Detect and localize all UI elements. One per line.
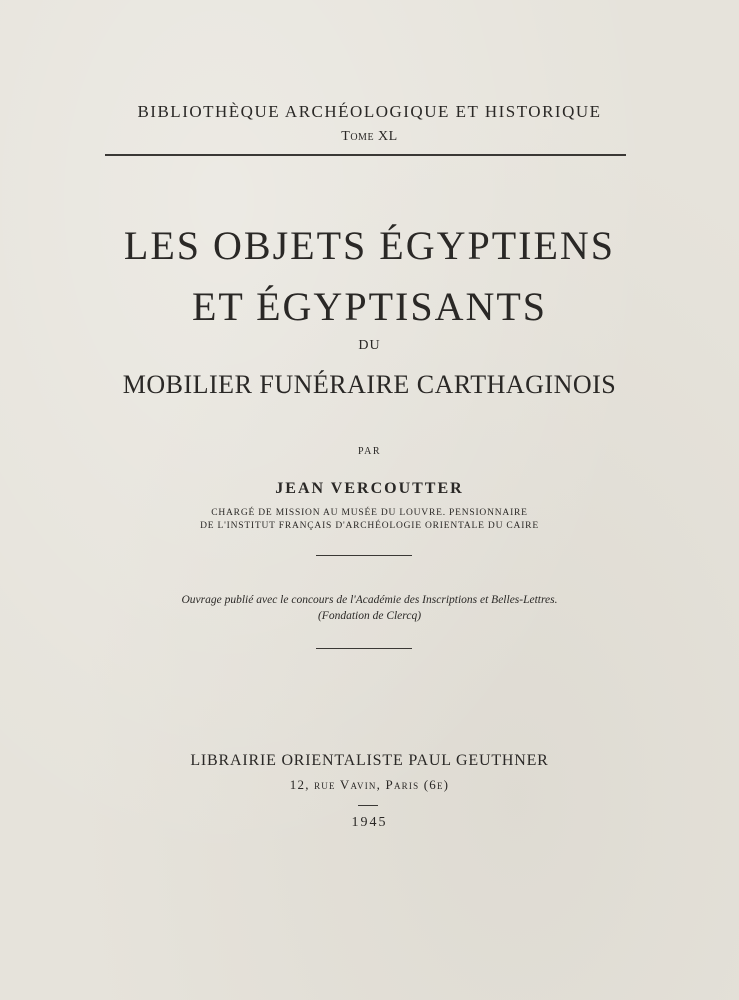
volume-number: Tome XL <box>341 129 398 144</box>
title-line-2: ET ÉGYPTISANTS <box>191 284 548 329</box>
author-name: JEAN VERCOUTTER <box>275 480 464 497</box>
author-affiliation-2: DE L'INSTITUT FRANÇAIS D'ARCHÉOLOGIE ORIENTALE DU CAIRE <box>200 521 539 531</box>
year-dash <box>358 805 378 806</box>
header-rule <box>105 154 626 156</box>
divider-rule-1 <box>316 555 412 556</box>
title-line-3: MOBILIER FUNÉRAIRE CARTHAGINOIS <box>122 370 617 399</box>
by-label: PAR <box>357 446 382 457</box>
series-title: BIBLIOTHÈQUE ARCHÉOLOGIQUE ET HISTORIQUE <box>137 102 602 121</box>
title-line-1: LES OBJETS ÉGYPTIENS <box>123 223 616 268</box>
divider-rule-2 <box>316 648 412 649</box>
foundation-note: (Fondation de Clercq) <box>317 610 422 622</box>
publication-year: 1945 <box>351 815 388 830</box>
title-connector: DU <box>358 338 381 353</box>
publisher-name: LIBRAIRIE ORIENTALISTE PAUL GEUTHNER <box>190 752 549 769</box>
publication-note: Ouvrage publié avec le concours de l'Académie des Inscriptions et Belles-Lettres. <box>181 594 558 606</box>
author-affiliation-1: CHARGÉ DE MISSION AU MUSÉE DU LOUVRE. PENSIONNAIRE <box>211 508 528 518</box>
publisher-address: 12, rue Vavin, Paris (6e) <box>289 777 450 792</box>
